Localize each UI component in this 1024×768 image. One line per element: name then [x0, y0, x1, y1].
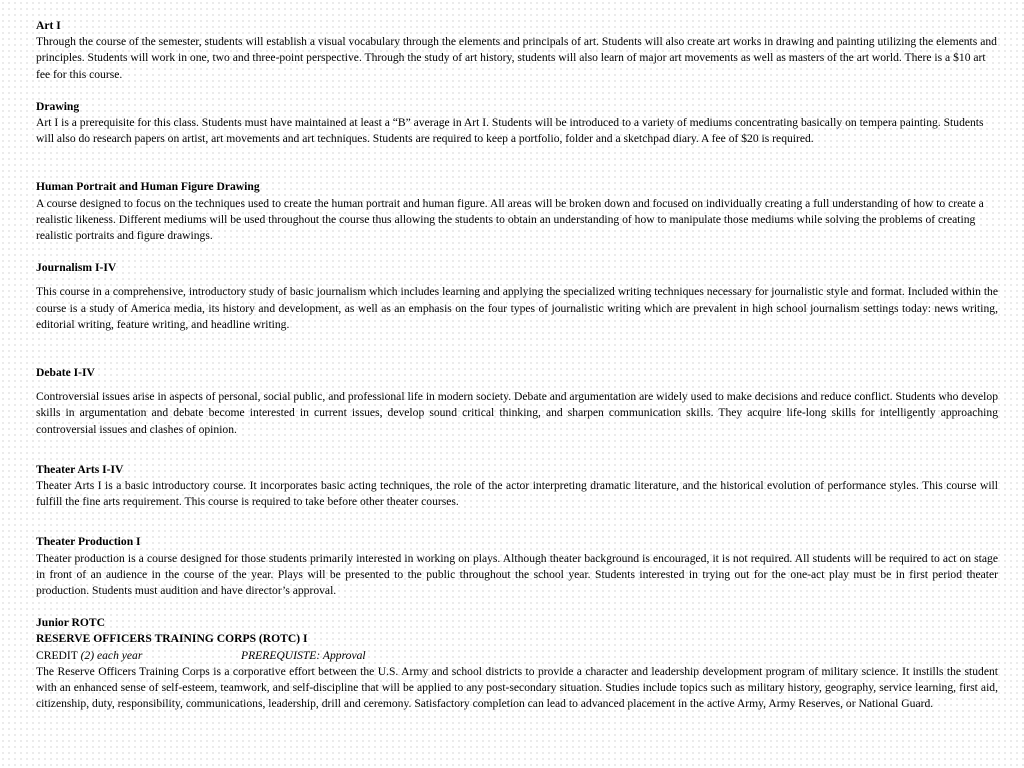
section-body: Theater Arts I is a basic introductory course. It incorporates basic acting techniques, the role of the actor interpreting dramatic literature, and the historical evolution of performance styles. This course will fulfill the fine arts requirement. This course is required to take before other theater courses.	[36, 479, 998, 509]
document-page	[36, 18, 998, 713]
section-title: Art I	[36, 19, 61, 32]
section-drawing	[36, 99, 998, 148]
section-junior-rotc	[36, 615, 998, 712]
section-theater-arts	[36, 462, 998, 511]
section-debate	[36, 365, 998, 438]
section-body: Theater production is a course designed for those students primarily interested in working on plays. Although theater background is encouraged, it is not required. All students will be required to act on stage in front of an audience in the course of the year. Plays will be presented to the public throughout the school year. Students interested in trying out for the one-act play must be in first period theater production. Students must audition and have director’s approval.	[36, 551, 998, 598]
section-human-portrait	[36, 179, 998, 244]
section-body: The Reserve Officers Training Corps is a corporative effort between the U.S. Army and school districts to provide a character and leadership development program of military science. It instills the student with an enhanced sense of self-esteem, teamwork, and self-discipline that will be applied to any post-secondary situation. Studies include topics such as military history, geography, service learning, first aid, citizenship, duty, responsibility, communications, leadership, drill and ceremony. Satisfactory completion can lead to advanced placement in the active Army, Army Reserves, or National Guard.	[36, 664, 998, 711]
section-journalism	[36, 260, 998, 333]
section-body: Through the course of the semester, students will establish a visual vocabulary through the elements and principals of art. Students will also create art works in drawing and painting utilizing the elements and principles. Students will work in one, two and three-point perspective. Through the study of art history, students will also learn of major art movements as well as masters of the art world. There is a $10 art fee for this course.	[36, 35, 997, 81]
section-body: This course in a comprehensive, introductory study of basic journalism which includes learning and applying the specialized writing techniques necessary for journalistic style and format. Included within the course is a study of America media, its history and development, as well as an emphasis on the four types of journalistic writing which are prevalent in high school journalism settings today: news writing, editorial writing, feature writing, and headline writing.	[36, 285, 998, 331]
section-body: Art I is a prerequisite for this class. Students must have maintained at least a “B” average in Art I. Students will be introduced to a variety of mediums concentrating basically on tempera painting. Students will also do research papers on artist, art movements and art techniques. Students are required to keep a portfolio, folder and a sketchpad diary. A fee of $20 is required.	[36, 116, 984, 146]
section-title: Debate I-IV	[36, 366, 95, 380]
section-title: Drawing	[36, 99, 80, 113]
section-body: A course designed to focus on the techniques used to create the human portrait and human figure. All areas will be broken down and focused on individually creating a full understanding of how to create a realistic likeness. Different mediums will be used throughout the course thus allowing the students to obtain an understanding of how to manipulate those mediums while solving the problems of creating realistic portraits and figure drawings.	[36, 196, 984, 243]
section-title: Theater Production I	[36, 535, 141, 549]
credit-label: CREDIT	[36, 648, 81, 662]
section-title: Theater Arts I-IV	[36, 462, 124, 476]
credit-line	[36, 648, 998, 664]
credit-value: (2) each year	[80, 648, 143, 662]
credit-info	[36, 648, 241, 664]
section-title: Junior ROTC	[36, 616, 106, 630]
section-title: Human Portrait and Human Figure Drawing	[36, 180, 260, 194]
section-subtitle: RESERVE OFFICERS TRAINING CORPS (ROTC) I	[36, 632, 308, 646]
section-theater-production	[36, 534, 998, 599]
prerequisite: PREREQUISTE: Approval	[241, 648, 366, 662]
section-art-1	[36, 18, 998, 83]
section-body: Controversial issues arise in aspects of personal, social public, and professional life in modern society. Debate and argumentation are widely used to make decisions and reduce conflict. Students who develop skills in argumentation and debate become interested in current issues, develop sound critical thinking, and sharpen communication skills. They acquire life-long skills for intelligently approaching controversial issues and clashes of opinion.	[36, 390, 998, 436]
section-title: Journalism I-IV	[36, 261, 117, 275]
